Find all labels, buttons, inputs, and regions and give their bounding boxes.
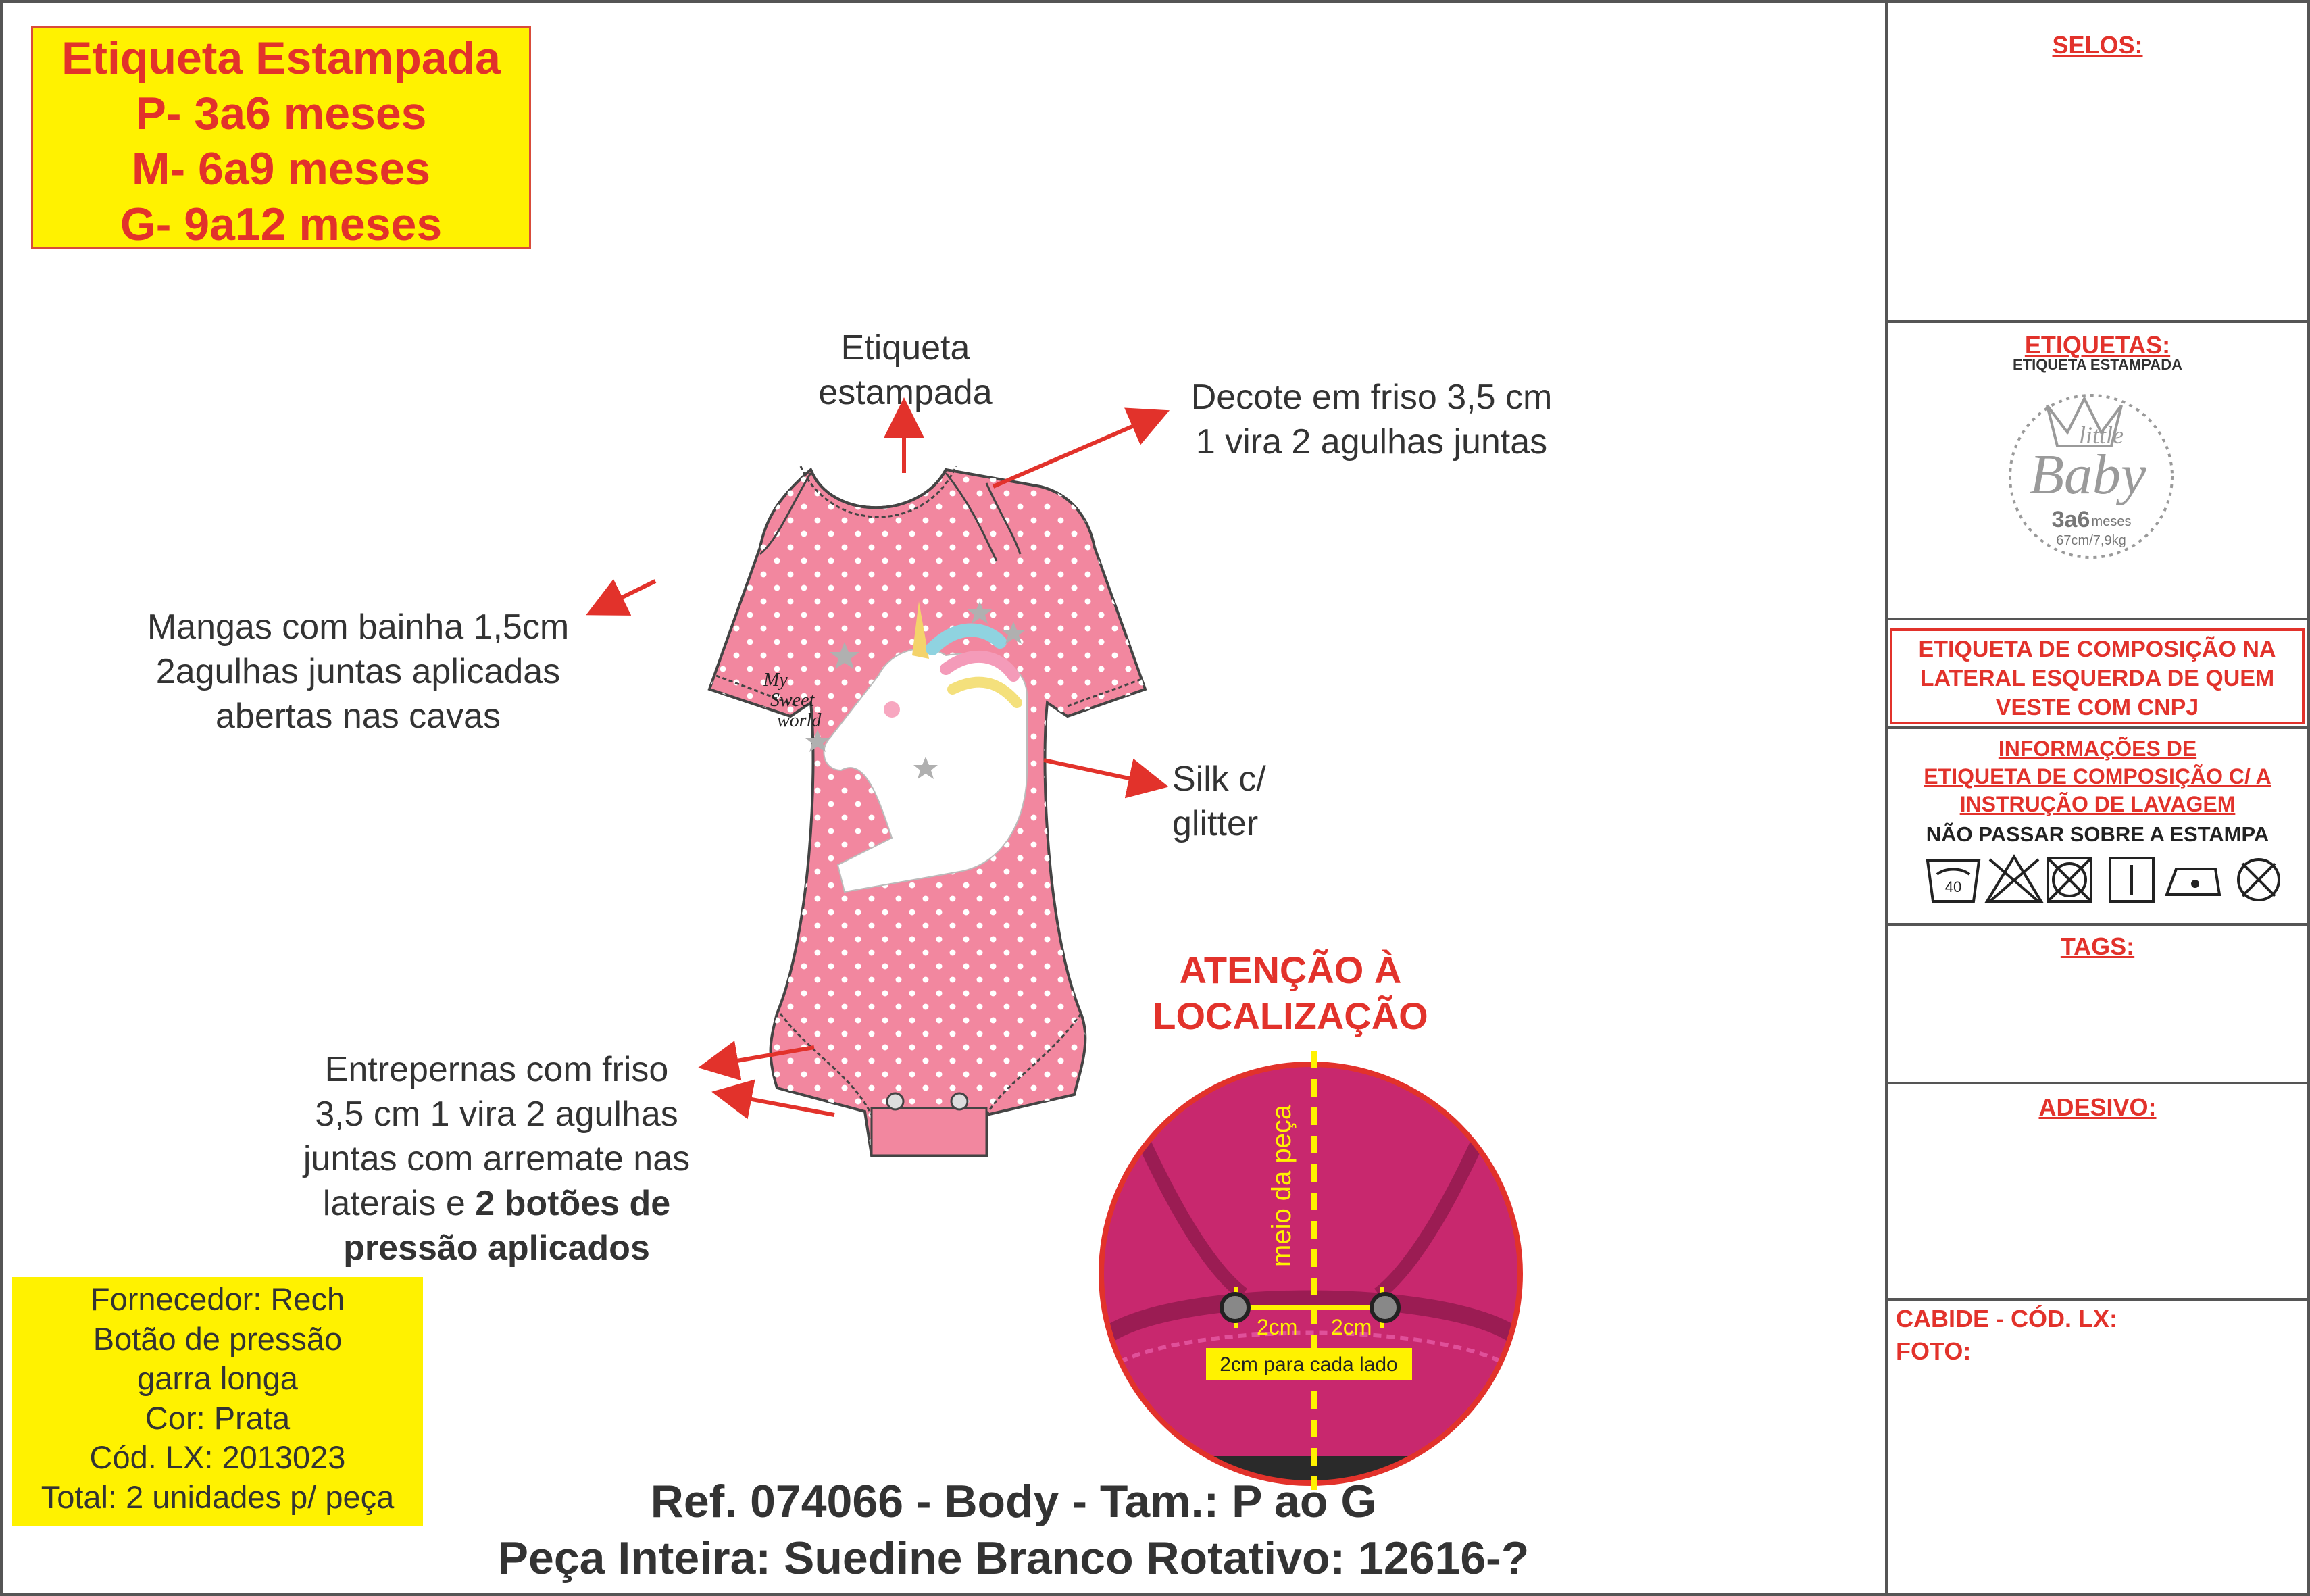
logo-unit: meses: [2091, 514, 2132, 529]
arrow-neckline: [993, 414, 1162, 487]
attention-line2: LOCALIZAÇÃO: [1153, 995, 1428, 1037]
composition-label-box: [1890, 628, 2305, 724]
care-warning: NÃO PASSAR SOBRE A ESTAMPA: [1926, 822, 2269, 846]
supplier-line4: Cor: Prata: [145, 1399, 291, 1436]
crotch-line4: [263, 1181, 730, 1226]
attention-title: [1122, 947, 1459, 1039]
logo-size: 3a6: [2051, 507, 2090, 532]
print-text-my: My: [763, 670, 788, 691]
supplier-line2: Botão de pressão: [93, 1320, 343, 1357]
crotch-callout: [263, 1047, 730, 1270]
no-dry-clean-icon: [2238, 859, 2279, 900]
care-icons-row: [1922, 850, 2287, 909]
print-text-world: world: [777, 710, 822, 731]
no-tumble-dry-icon: [2048, 858, 2091, 901]
reference-title: [270, 1473, 1757, 1587]
size-line-g: G- 9a12 meses: [120, 199, 443, 250]
wash-40-icon: [1928, 861, 1979, 901]
sleeves-line1: Mangas com bainha 1,5cm: [147, 607, 570, 647]
svg-text:40: 40: [1944, 878, 1962, 895]
etiquetas-subtitle: ETIQUETA ESTAMPADA: [2013, 356, 2182, 373]
etiquetas-title: ETIQUETAS:: [2024, 331, 2171, 359]
line-dry-icon: [2110, 858, 2153, 901]
care-title-line2: ETIQUETA DE COMPOSIÇÃO C/ A: [1924, 764, 2271, 789]
size-box-title: Etiqueta Estampada: [61, 32, 501, 84]
supplier-line6: Total: 2 unidades p/ peça: [41, 1478, 395, 1515]
crotch-line2: 3,5 cm 1 vira 2 agulhas: [315, 1095, 678, 1134]
crotch-line5-bold: pressão aplicados: [343, 1228, 650, 1268]
reference-line1: Ref. 074066 - Body - Tam.: P ao G: [650, 1476, 1377, 1527]
label-tag-line2: estampada: [818, 373, 993, 412]
care-title: [1885, 735, 2310, 818]
sleeves-line3: abertas nas cavas: [215, 697, 501, 736]
silk-line1: Silk c/: [1172, 759, 1266, 799]
supplier-line1: Fornecedor: Rech: [90, 1281, 345, 1317]
photo-snap-left: [1222, 1294, 1249, 1321]
print-text-sweet: Sweet: [770, 690, 815, 711]
size-line-m: M- 6a9 meses: [131, 143, 431, 195]
crotch-line4-bold: 2 botões de: [475, 1184, 671, 1223]
snap-location-photo: [1081, 1051, 1540, 1490]
no-bleach-icon: [1987, 857, 2041, 901]
crotch-line5: [263, 1226, 730, 1270]
sleeves-callout: [108, 605, 608, 739]
supplier-line3: garra longa: [137, 1360, 298, 1396]
cabide-foto-section: [1896, 1303, 2117, 1368]
supplier-line5: Cód. LX: 2013023: [89, 1439, 346, 1475]
size-line-p: P- 3a6 meses: [135, 88, 427, 139]
photo-snap-right: [1372, 1294, 1399, 1321]
composition-line2: LATERAL ESQUERDA DE QUEM: [1919, 666, 2275, 691]
tags-title: TAGS:: [2060, 932, 2135, 960]
each-side-note: 2cm para cada lado: [1220, 1353, 1398, 1376]
adesivo-title: ADESIVO:: [2038, 1093, 2157, 1121]
foto-label: FOTO:: [1896, 1337, 1972, 1365]
iron-low-icon: [2167, 869, 2219, 895]
neckline-line1: Decote em friso 3,5 cm: [1190, 378, 1553, 417]
composition-line3: VESTE COM CNPJ: [1995, 695, 2199, 720]
sleeves-line2: 2agulhas juntas aplicadas: [155, 652, 561, 691]
logo-measure: 67cm/7,9kg: [2056, 533, 2126, 548]
label-tag-line1: Etiqueta: [840, 328, 970, 368]
composition-line1: ETIQUETA DE COMPOSIÇÃO NA: [1918, 637, 2276, 662]
neckline-line2: 1 vira 2 agulhas juntas: [1195, 422, 1548, 462]
neckline-callout: [1149, 375, 1595, 464]
logo-word-baby: Baby: [2029, 443, 2146, 506]
reference-line2: Peça Inteira: Suedine Branco Rotativo: 12616-?: [497, 1532, 1530, 1584]
silk-line2: glitter: [1172, 804, 1259, 843]
label-tag-callout: [777, 326, 1034, 415]
arrow-silk: [1044, 760, 1161, 785]
crotch-line1: Entrepernas com friso: [324, 1050, 669, 1089]
right-measure-label: 2cm: [1331, 1315, 1372, 1339]
crotch-line4-plain: laterais e: [322, 1184, 476, 1223]
care-title-line3: INSTRUÇÃO DE LAVAGEM: [1959, 792, 2236, 816]
selos-title: SELOS:: [2052, 31, 2143, 59]
arrow-crotch-2: [720, 1093, 834, 1115]
center-line-label: meio da peça: [1267, 1104, 1297, 1267]
care-title-line1: INFORMAÇÕES DE: [1998, 737, 2197, 761]
little-baby-logo: [2000, 378, 2196, 561]
left-measure-label: 2cm: [1257, 1315, 1298, 1339]
logo-word-little: little: [2079, 422, 2124, 449]
attention-line1: ATENÇÃO À: [1179, 949, 1402, 991]
crotch-line3: juntas com arremate nas: [303, 1139, 691, 1178]
silk-callout: [1172, 757, 1307, 846]
cabide-label: CABIDE - CÓD. LX:: [1896, 1305, 2117, 1332]
